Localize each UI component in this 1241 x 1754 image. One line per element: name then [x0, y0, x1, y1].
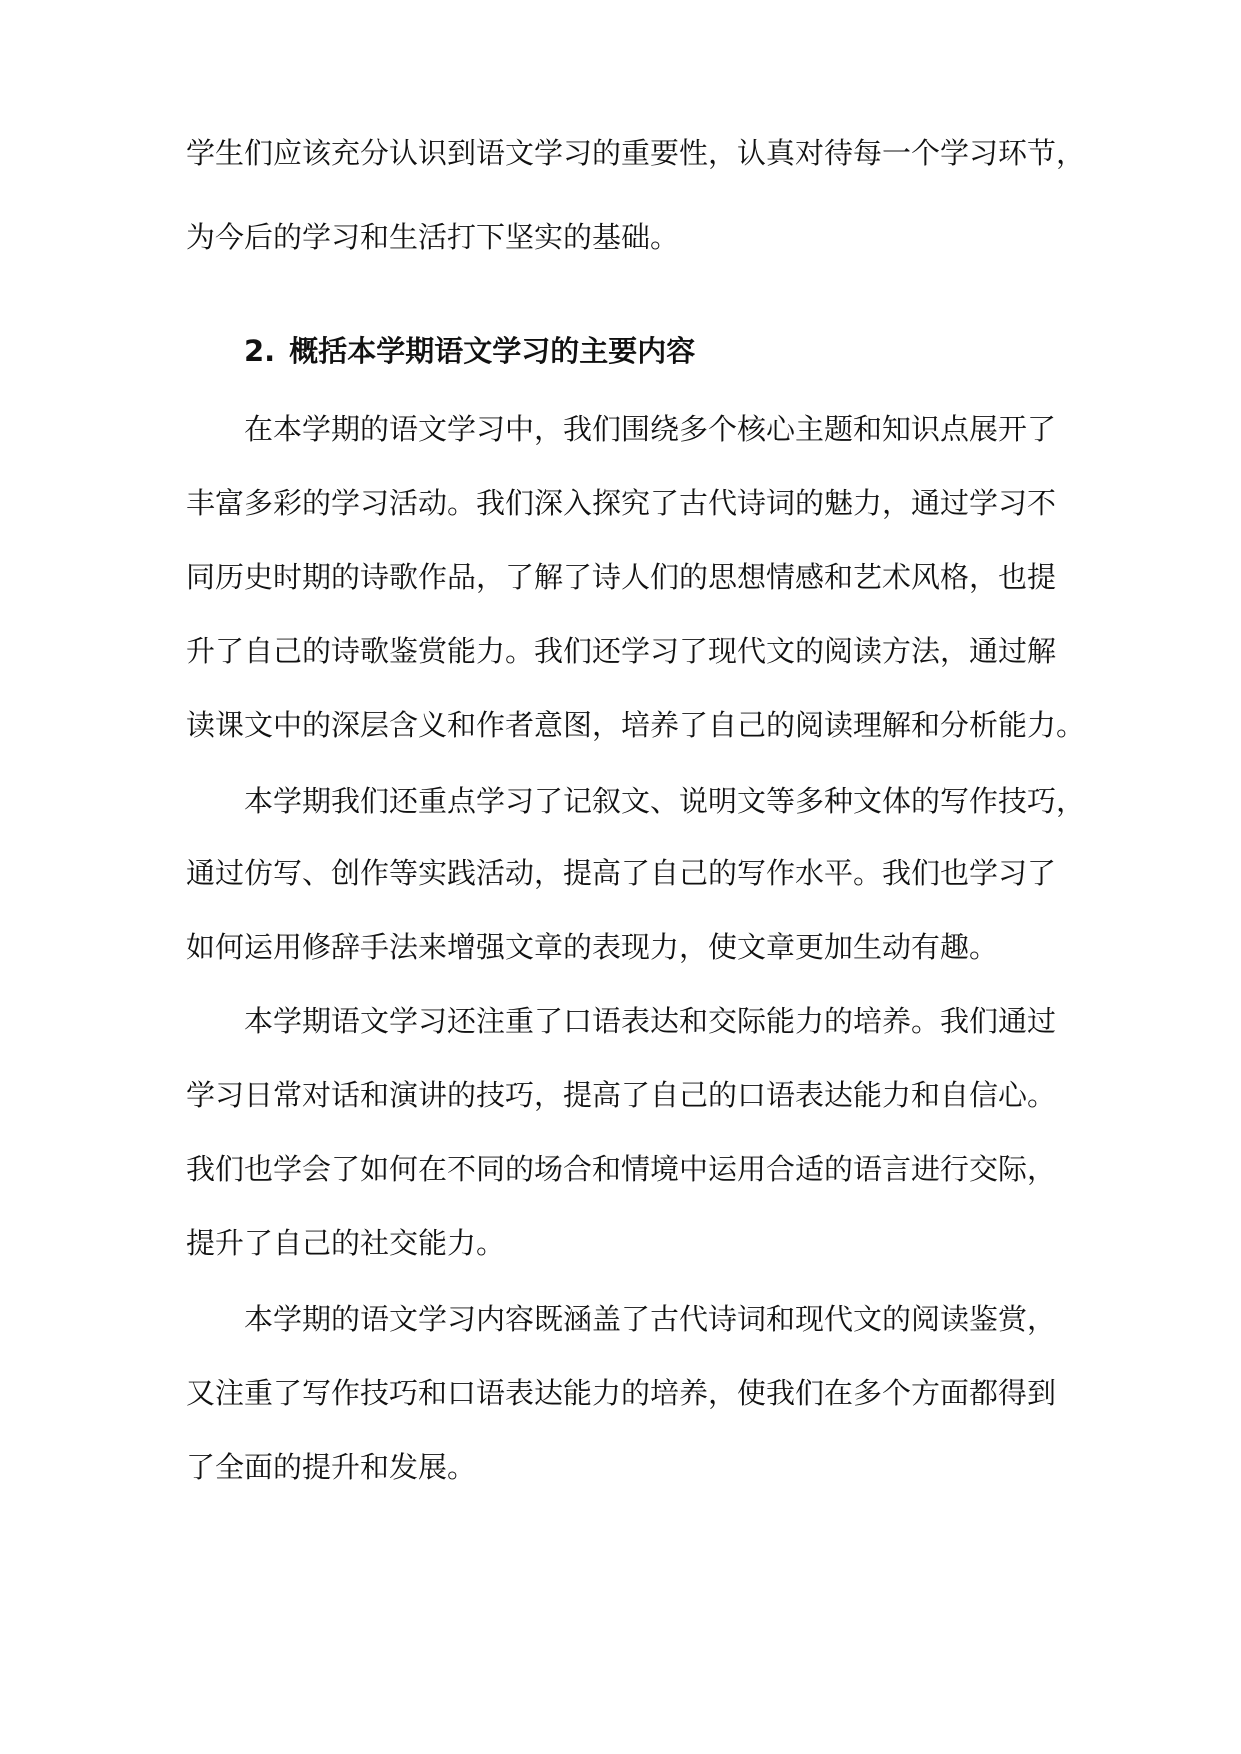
paragraph-4-line-1: 本学期的语文学习内容既涵盖了古代诗词和现代文的阅读鉴赏， [244, 1302, 1057, 1336]
paragraph-3-line-1: 本学期语文学习还注重了口语表达和交际能力的培养。我们通过 [244, 1004, 1057, 1038]
paragraph-1-line-5: 读课文中的深层含义和作者意图，培养了自己的阅读理解和分析能力。 [186, 708, 1086, 742]
paragraph-1-line-4: 升了自己的诗歌鉴赏能力。我们还学习了现代文的阅读方法，通过解 [186, 634, 1057, 668]
paragraph-4-line-3: 了全面的提升和发展。 [186, 1450, 477, 1484]
continuation-line-2: 为今后的学习和生活打下坚实的基础。 [186, 220, 680, 254]
continuation-line-1: 学生们应该充分认识到语文学习的重要性，认真对待每一个学习环节， [186, 136, 1086, 170]
paragraph-1-line-3: 同历史时期的诗歌作品，了解了诗人们的思想情感和艺术风格，也提 [186, 560, 1057, 594]
paragraph-4-line-2: 又注重了写作技巧和口语表达能力的培养，使我们在多个方面都得到 [186, 1376, 1057, 1410]
paragraph-3-line-4: 提升了自己的社交能力。 [186, 1226, 506, 1260]
paragraph-1-line-2: 丰富多彩的学习活动。我们深入探究了古代诗词的魅力，通过学习不 [186, 486, 1057, 520]
section-number: 2. [244, 334, 276, 368]
section-heading [0, 326, 1241, 376]
paragraph-1-line-1: 在本学期的语文学习中，我们围绕多个核心主题和知识点展开了 [244, 412, 1057, 446]
paragraph-3-line-3: 我们也学会了如何在不同的场合和情境中运用合适的语言进行交际， [186, 1152, 1057, 1186]
paragraph-2-line-2: 通过仿写、创作等实践活动，提高了自己的写作水平。我们也学习了 [186, 856, 1057, 890]
paragraph-2-line-3: 如何运用修辞手法来增强文章的表现力，使文章更加生动有趣。 [186, 930, 999, 964]
section-title: 概括本学期语文学习的主要内容 [289, 334, 696, 368]
paragraph-3-line-2: 学习日常对话和演讲的技巧，提高了自己的口语表达能力和自信心。 [186, 1078, 1057, 1112]
paragraph-2-line-1: 本学期我们还重点学习了记叙文、说明文等多种文体的写作技巧， [244, 784, 1086, 818]
